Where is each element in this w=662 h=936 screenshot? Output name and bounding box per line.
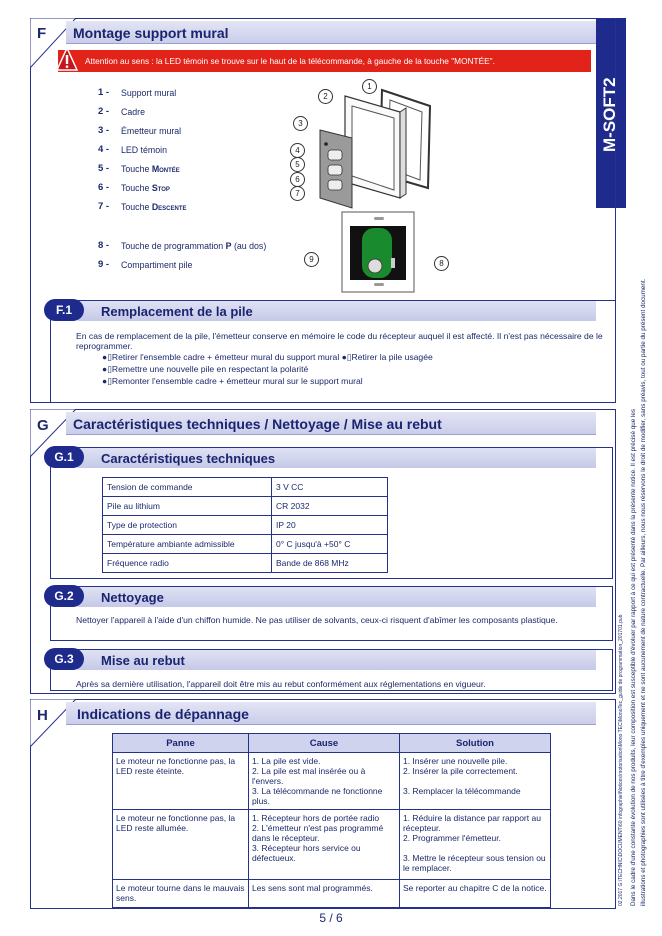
section-g-letter: G xyxy=(37,417,49,434)
subsection-g3-title: Mise au rebut xyxy=(101,653,185,668)
subsection-f1-pill: F.1 xyxy=(44,299,84,321)
part-label-text: Touche xyxy=(121,164,152,174)
spec-label: Température ambiante admissible xyxy=(103,535,272,554)
cause-cell xyxy=(248,753,399,810)
part-label xyxy=(121,126,181,136)
disclaimer-line-2: illustrations et photographies sont utilisées à titre d'exemples uniquement et ne sont aucunement de nature contractuelle. Par ailleurs, nous nous réservons le droit de modifier, sans préavis, tout ou partie du présent document. xyxy=(640,278,647,906)
cause-line: 3. La télécommande ne fonctionne plus. xyxy=(251,786,383,806)
subsection-g2-pill: G.2 xyxy=(44,585,84,607)
section-h-title: Indications de dépannage xyxy=(77,706,249,722)
spec-row xyxy=(103,516,388,535)
panne-cell: Le moteur ne fonctionne pas, la LED reste éteinte. xyxy=(113,753,249,810)
section-f-title: Montage support mural xyxy=(73,25,229,41)
part-label-key: Descente xyxy=(151,202,187,212)
callout-3: 3 xyxy=(293,116,308,131)
solution-line xyxy=(403,776,547,786)
part-label-text: Cadre xyxy=(121,107,145,117)
column-header: Cause xyxy=(248,734,399,753)
spec-label: Tension de commande xyxy=(103,478,272,497)
panne-cell: Le moteur ne fonctionne pas, la LED reste allumée. xyxy=(113,810,249,880)
column-header: Panne xyxy=(113,734,249,753)
table-header-row xyxy=(113,734,551,753)
callout-7: 7 xyxy=(290,186,305,201)
f1-bullet-1: ●▯Retirer l'ensemble cadre + émetteur mural du support mural ●▯Retirer la pile usagée xyxy=(102,352,433,362)
subsection-f1-title: Remplacement de la pile xyxy=(101,304,253,319)
spec-row xyxy=(103,478,388,497)
part-number: 8 - xyxy=(98,240,110,251)
subsection-g1-pill: G.1 xyxy=(44,446,84,468)
callout-9: 9 xyxy=(304,252,319,267)
part-label-text: Support mural xyxy=(121,88,177,98)
callout-1: 1 xyxy=(362,79,377,94)
part-number: 1 - xyxy=(98,87,110,98)
spec-label: Fréquence radio xyxy=(103,554,272,573)
subsection-g1-title: Caractéristiques techniques xyxy=(101,451,276,466)
callout-6: 6 xyxy=(290,172,305,187)
cause-line: 1. La pile est vide. xyxy=(251,756,321,766)
spec-label: Type de protection xyxy=(103,516,272,535)
part-label xyxy=(121,88,176,98)
solution-line: 2. Programmer l'émetteur. xyxy=(402,833,501,843)
part-label-key: Stop xyxy=(151,183,170,193)
back-view-drawing xyxy=(342,212,414,292)
cause-line: Les sens sont mal programmés. xyxy=(251,883,373,893)
part-number: 9 - xyxy=(98,259,110,270)
table-row xyxy=(113,753,551,810)
spec-value: 3 V CC xyxy=(272,478,388,497)
section-g-title: Caractéristiques techniques / Nettoyage / Mise au rebut xyxy=(73,416,442,432)
part-label-text: Touche xyxy=(121,202,152,212)
cause-line: 2. L'émetteur n'est pas programmé dans le récepteur. xyxy=(251,823,384,843)
spec-row xyxy=(103,497,388,516)
g3-text: Après sa dernière utilisation, l'appareil doit être mis au rebut conformément aux réglementations en vigueur. xyxy=(76,679,486,689)
callout-4: 4 xyxy=(290,143,305,158)
spec-value: CR 2032 xyxy=(272,497,388,516)
subsection-g3-pill: G.3 xyxy=(44,648,84,670)
spec-row xyxy=(103,535,388,554)
part-label-text: LED témoin xyxy=(121,145,167,155)
solution-cell xyxy=(399,810,550,880)
solution-line: 3. Remplacer la télécommande xyxy=(402,786,521,796)
part-number: 7 - xyxy=(98,201,110,212)
solution-cell xyxy=(399,753,550,810)
part-label-key: P xyxy=(225,241,232,251)
part-label xyxy=(121,107,145,117)
part-label-suffix: (au dos) xyxy=(231,241,267,251)
solution-line: 3. Mettre le récepteur sous tension ou le remplacer. xyxy=(402,853,546,873)
solution-line: Se reporter au chapitre C de la notice. xyxy=(402,883,547,893)
part-number: 2 - xyxy=(98,106,110,117)
section-f-letter: F xyxy=(37,25,47,42)
part-label-text: Touche xyxy=(121,183,152,193)
cause-line: 2. La pile est mal insérée ou à l'envers. xyxy=(251,766,366,786)
warning-icon xyxy=(56,46,78,72)
spec-label: Pile au lithium xyxy=(103,497,272,516)
solution-line: 1. Insérer une nouvelle pile. xyxy=(402,756,508,766)
callout-2: 2 xyxy=(318,89,333,104)
cause-line: 3. Récepteur hors service ou défectueux. xyxy=(251,843,361,863)
part-number: 3 - xyxy=(98,125,110,136)
part-number: 4 - xyxy=(98,144,110,155)
callout-8: 8 xyxy=(434,256,449,271)
spec-value: Bande de 868 MHz xyxy=(272,554,388,573)
solution-cell xyxy=(399,880,550,908)
section-h-letter: H xyxy=(37,707,48,724)
column-header: Solution xyxy=(399,734,550,753)
cause-cell xyxy=(248,880,399,908)
part-label-text: Émetteur mural xyxy=(121,126,182,136)
part-number: 6 - xyxy=(98,182,110,193)
product-name: M-SOFT2 xyxy=(600,77,619,152)
troubleshooting-table xyxy=(112,733,551,908)
solution-line: 2. Insérer la pile correctement. xyxy=(402,766,518,776)
g2-text: Nettoyer l'appareil à l'aide d'un chiffon humide. Ne pas utiliser de solvants, ceux-ci risquent d'abîmer les composants plastique. xyxy=(76,615,558,625)
panne-cell: Le moteur tourne dans le mauvais sens. xyxy=(113,880,249,908)
callout-5: 5 xyxy=(290,157,305,172)
solution-line xyxy=(403,843,547,853)
disclaimer-line-1: Dans le cadre d'une constante évolution de nos produits, leur composition est susceptible d'évoluer par rapport à ce qui est présenté dans la présente notice. Il est précisé que les xyxy=(630,408,637,906)
part-label-text: Touche de programmation xyxy=(121,241,226,251)
spec-value: IP 20 xyxy=(272,516,388,535)
page-number: 5 / 6 xyxy=(319,911,343,925)
part-label xyxy=(121,164,180,174)
part-label xyxy=(121,260,192,270)
cause-line: 1. Récepteur hors de portée radio xyxy=(251,813,380,823)
table-row xyxy=(113,880,551,908)
subsection-g2-title: Nettoyage xyxy=(101,590,164,605)
part-label xyxy=(121,241,266,251)
table-row xyxy=(113,810,551,880)
emitter-drawing xyxy=(320,130,352,208)
f1-bullet-3: ●▯Remonter l'ensemble cadre + émetteur mural sur le support mural xyxy=(102,376,363,386)
part-label-text: Compartiment pile xyxy=(121,260,193,270)
cause-cell xyxy=(248,810,399,880)
part-label xyxy=(121,183,170,193)
spec-value: 0° C jusqu'à +50° C xyxy=(272,535,388,554)
spec-table xyxy=(102,477,388,573)
part-label-key: Montée xyxy=(151,164,180,174)
warning-text: Attention au sens : la LED témoin se trouve sur le haut de la télécommande, à gauche de la touche "MONTÉE". xyxy=(85,56,495,66)
part-label xyxy=(121,145,167,155)
f1-intro: En cas de remplacement de la pile, l'émetteur conserve en mémoire le code du récepteur auquel il est affecté. Il n'est pas nécessaire de le reprogrammer. xyxy=(76,331,603,351)
spec-row xyxy=(103,554,388,573)
solution-line: 1. Réduire la distance par rapport au récepteur. xyxy=(402,813,541,833)
part-number: 5 - xyxy=(98,163,110,174)
f1-bullet-2: ●▯Remettre une nouvelle pile en respectant la polarité xyxy=(102,364,309,374)
part-label xyxy=(121,202,187,212)
file-reference: 02.2017 G:\TECHNIC\DOCUMENT\60 infographie\Notices\motorisation\Mono TEC\MonoTec_guide de programmation_201701.pub xyxy=(618,614,624,906)
frame-drawing xyxy=(345,96,406,198)
